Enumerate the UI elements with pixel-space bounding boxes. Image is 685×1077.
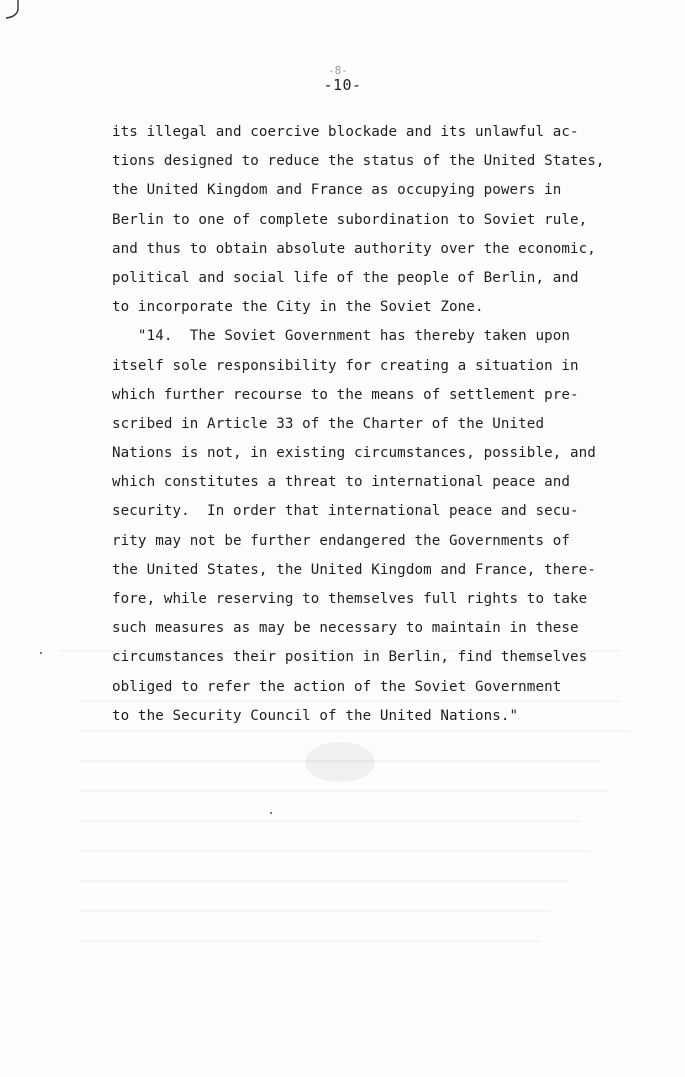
body-text bbox=[112, 118, 605, 731]
corner-fold-mark bbox=[0, 0, 34, 20]
speck bbox=[270, 812, 272, 814]
text-line: security. In order that international peace and secu- bbox=[112, 503, 579, 520]
text-line: obliged to refer the action of the Soviet Government bbox=[112, 678, 562, 695]
paragraph-1 bbox=[112, 118, 605, 322]
text-line: which further recourse to the means of settlement pre- bbox=[112, 386, 579, 403]
paragraph-2 bbox=[112, 322, 596, 731]
text-line: circumstances their position in Berlin, find themselves bbox=[112, 649, 588, 666]
text-line: its illegal and coercive blockade and its unlawful ac- bbox=[112, 124, 579, 140]
page-number-overstrike: -8- bbox=[328, 64, 348, 77]
text-line: Berlin to one of complete subordination to Soviet rule, bbox=[112, 211, 588, 228]
text-line: tions designed to reduce the status of the United States, bbox=[112, 153, 605, 170]
ink-smudge bbox=[305, 742, 375, 782]
page-number: -10- bbox=[323, 76, 362, 94]
speck bbox=[40, 652, 42, 654]
text-line: scribed in Article 33 of the Charter of the United bbox=[112, 415, 545, 432]
text-line: the United States, the United Kingdom and France, there- bbox=[112, 561, 596, 578]
text-line: fore, while reserving to themselves full rights to take bbox=[112, 591, 588, 607]
text-line: political and social life of the people of Berlin, and bbox=[112, 269, 579, 286]
text-line: itself sole responsibility for creating a situation in bbox=[112, 357, 579, 374]
text-line: and thus to obtain absolute authority over the economic, bbox=[112, 240, 596, 257]
text-line: "14. The Soviet Government has thereby taken upon bbox=[112, 328, 571, 345]
text-line: to incorporate the City in the Soviet Zone. bbox=[112, 299, 484, 316]
text-line: Nations is not, in existing circumstances, possible, and bbox=[112, 445, 596, 462]
text-line: which constitutes a threat to international peace and bbox=[112, 474, 571, 491]
text-line: to the Security Council of the United Nations." bbox=[112, 707, 519, 724]
text-line: such measures as may be necessary to maintain in these bbox=[112, 620, 579, 637]
text-line: the United Kingdom and France as occupying powers in bbox=[112, 182, 562, 199]
text-line: rity may not be further endangered the Governments of bbox=[112, 532, 571, 549]
